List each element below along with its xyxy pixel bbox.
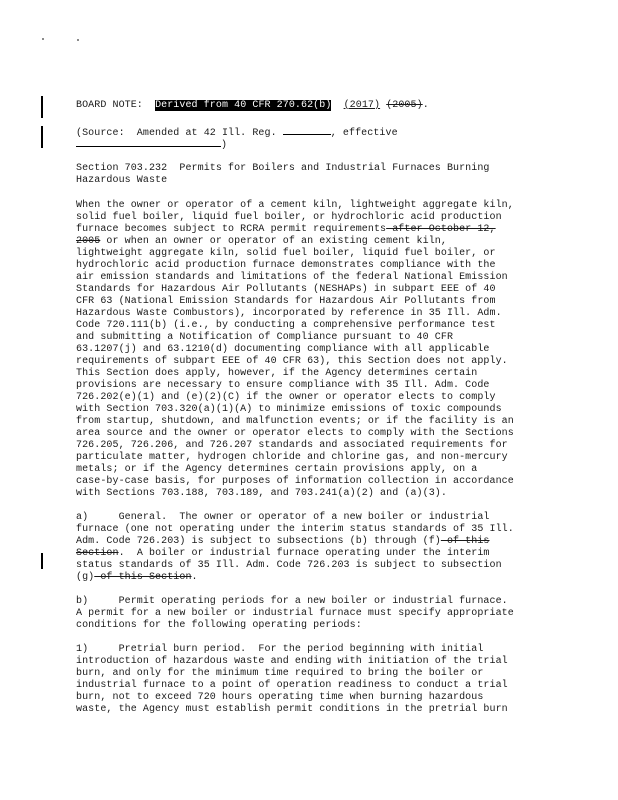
change-bar [41, 553, 43, 569]
intro-line: air emission standards and limitations of the federal National Emission [76, 272, 508, 283]
subsection-b-line: conditions for the following operating periods: [76, 620, 362, 631]
intro-line: 63.1207(j) and 63.1210(d) documenting compliance with all applicable [76, 344, 490, 355]
subsection-1-line: industrial furnace to a point of operation readiness to conduct a trial [76, 680, 508, 691]
subsection-a-line: furnace (one not operating under the interim status standards of 35 Ill. [76, 524, 514, 535]
effective-blank [76, 137, 221, 147]
subsection-1-line: 1) Pretrial burn period. For the period beginning with initial [76, 644, 484, 655]
intro-line: solid fuel boiler, liquid fuel boiler, or hydrochloric acid production [76, 212, 502, 223]
intro-line: provisions are necessary to ensure compliance with 35 Ill. Adm. Code [76, 380, 490, 391]
subsection-1-line: burn, not to exceed 720 hours operating time when burning hazardous [76, 692, 484, 703]
section-heading-2: Hazardous Waste [76, 175, 168, 186]
subsection-a-line: (g) of this Section. [76, 572, 198, 583]
source-note-line2: ) [76, 137, 227, 152]
intro-line: with Section 703.320(a)(1)(A) to minimize emissions of toxic compounds [76, 404, 502, 415]
intro-line: When the owner or operator of a cement kiln, lightweight aggregate kiln, [76, 200, 514, 211]
intro-line: and submitting a Notification of Compliance pursuant to 40 CFR [76, 332, 454, 343]
intro-line: Standards for Hazardous Air Pollutants (NESHAPs) in subpart EEE of 40 [76, 284, 496, 295]
subsection-b-line: A permit for a new boiler or industrial furnace must specify appropriate [76, 608, 514, 619]
source-note: (Source: Amended at 42 Ill. Reg. , effective [76, 125, 398, 140]
intro-line: metals; or if the Agency determines certain provisions apply, on a [76, 464, 478, 475]
subsection-a-line: Section. A boiler or industrial furnace operating under the interim [76, 548, 490, 559]
intro-line: furnace becomes subject to RCRA permit requirements after October 12, [76, 224, 496, 235]
intro-line: particulate matter, hydrogen chloride and chlorine gas, and non-mercury [76, 452, 508, 463]
intro-line: hydrochloric acid production furnace demonstrates compliance with the [76, 260, 496, 271]
change-bar [41, 126, 43, 148]
scan-speck [77, 39, 79, 41]
intro-line: 2005 or when an owner or operator of an existing cement kiln, [76, 236, 447, 247]
subsection-a-line: Adm. Code 726.203) is subject to subsections (b) through (f) of this [76, 536, 490, 547]
intro-line: with Sections 703.188, 703.189, and 703.241(a)(2) and (a)(3). [76, 488, 447, 499]
subsection-1-line: introduction of hazardous waste and ending with initiation of the trial [76, 656, 508, 667]
board-note-old-year: (2005) [386, 100, 423, 111]
section-heading: Section 703.232 Permits for Boilers and Industrial Furnaces Burning [76, 163, 490, 174]
board-note-highlight: Derived from 40 CFR 270.62(b) [155, 100, 332, 111]
subsection-b-line: b) Permit operating periods for a new boiler or industrial furnace. [76, 596, 508, 607]
intro-line: area source and the owner or operator elects to comply with the Sections [76, 428, 514, 439]
intro-line: This Section does apply, however, if the Agency determines certain [76, 368, 478, 379]
intro-line: 726.202(e)(1) and (e)(2)(C) if the owner or operator elects to comply [76, 392, 496, 403]
intro-line: requirements of subpart EEE of 40 CFR 63), this Section does not apply. [76, 356, 508, 367]
intro-line: 726.205, 726.206, and 726.207 standards and associated requirements for [76, 440, 508, 451]
board-note: BOARD NOTE: Derived from 40 CFR 270.62(b) (2017) (2005). [76, 100, 429, 111]
intro-line: Hazardous Waste Combustors), incorporated by reference in 35 Ill. Adm. [76, 308, 502, 319]
intro-line: Code 720.111(b) (i.e., by conducting a comprehensive performance test [76, 320, 496, 331]
subsection-1-line: waste, the Agency must establish permit conditions in the pretrial burn [76, 704, 508, 715]
intro-line: from startup, shutdown, and malfunction events; or if the facility is an [76, 416, 514, 427]
scan-speck [42, 38, 44, 40]
subsection-a-line: status standards of 35 Ill. Adm. Code 726.203 is subject to subsection [76, 560, 502, 571]
subsection-1-line: burn, and only for the minimum time required to bring the boiler or [76, 668, 484, 679]
board-note-label: BOARD NOTE: [76, 100, 143, 111]
intro-line: CFR 63 (National Emission Standards for Hazardous Air Pollutants from [76, 296, 496, 307]
reg-blank [283, 125, 331, 135]
subsection-a-line: a) General. The owner or operator of a new boiler or industrial [76, 512, 490, 523]
board-note-new-year: (2017) [343, 100, 381, 111]
change-bar [41, 96, 43, 118]
intro-line: case-by-case basis, for purposes of information collection in accordance [76, 476, 514, 487]
intro-line: lightweight aggregate kiln, solid fuel boiler, liquid fuel boiler, or [76, 248, 496, 259]
